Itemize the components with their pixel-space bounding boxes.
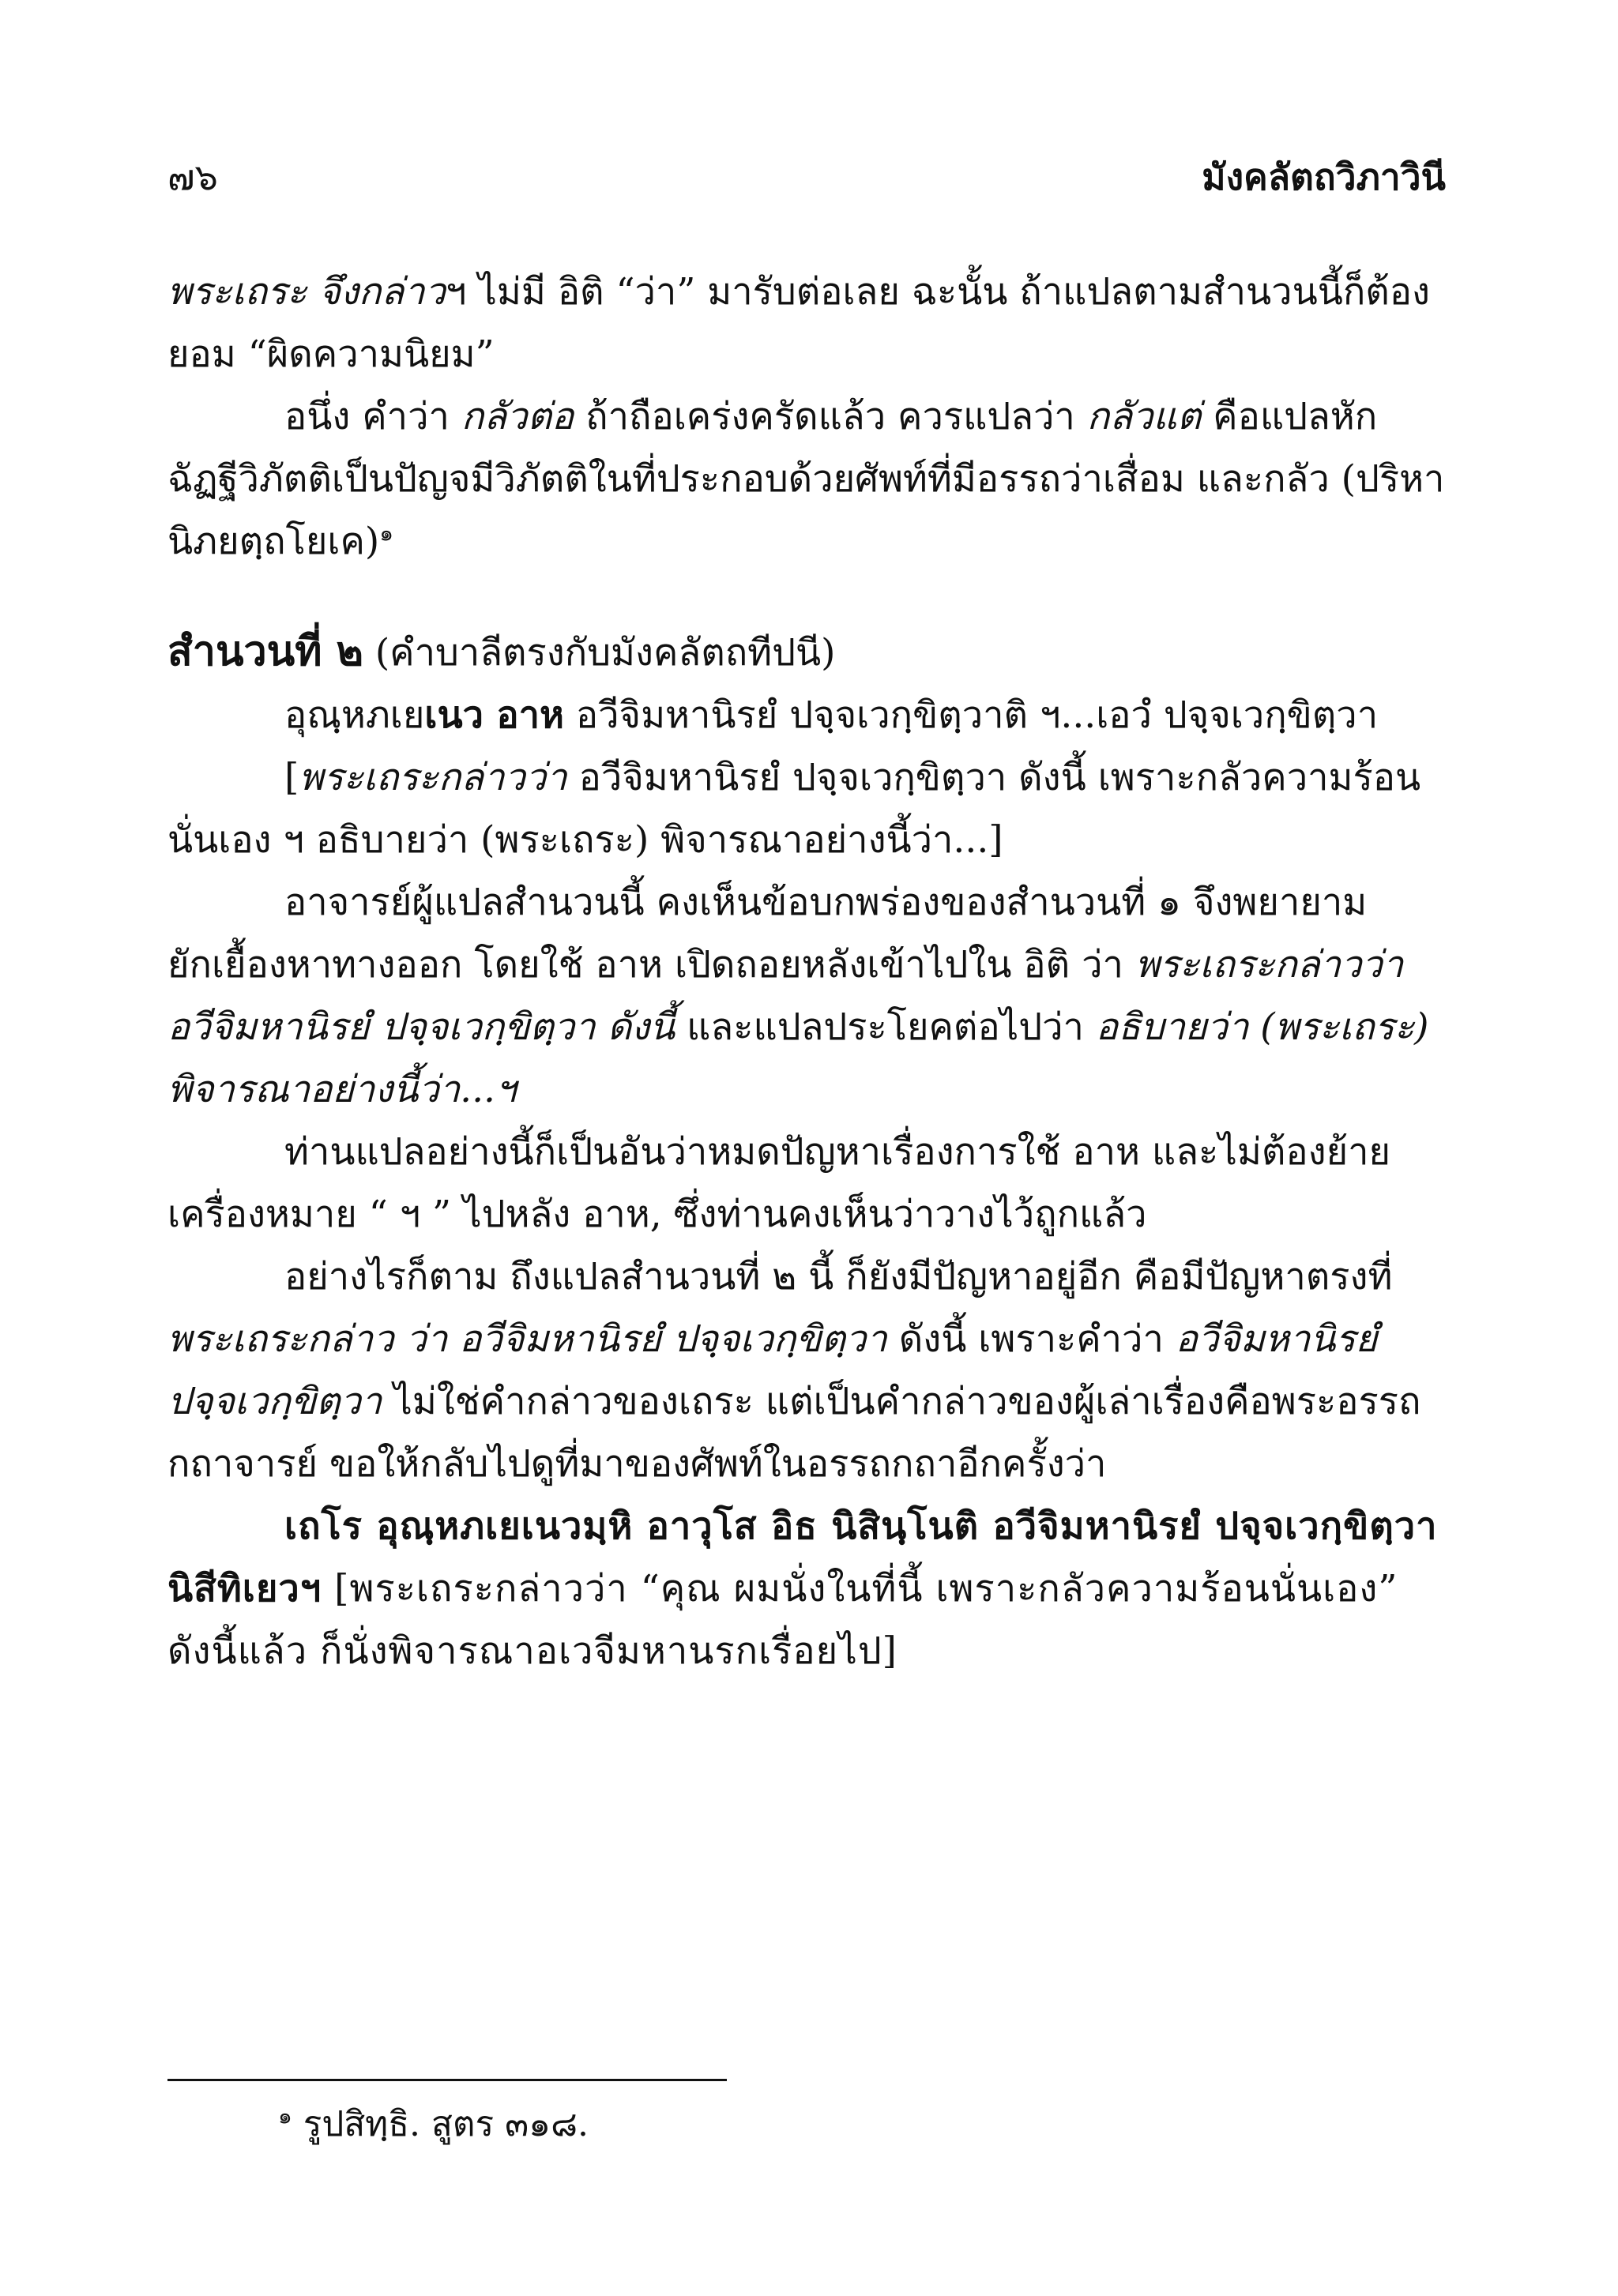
heading-bold: สำนวนที่ ๒	[167, 627, 363, 675]
quote-translation: [พระเถระกล่าวว่า “คุณ ผมนั่งในที่นี้ เพราะกลัวความร้อนนั่นเอง” ดังนี้แล้ว ก็นั่งพิจารณาอเวจีมหานรกเรื่อยไป]	[167, 1567, 1398, 1673]
italic-text: พระเถระกล่าวว่า อวีจิมหานิรยํ ปจฺจเวกฺขิตฺวา ดังนี้	[167, 943, 1404, 1049]
paragraph-6: ท่านแปลอย่างนี้ก็เป็นอันว่าหมดปัญหาเรื่องการใช้ อาห และไม่ต้องย้ายเครื่องหมาย “ ฯ ” ไปหลัง อาห, ซึ่งท่านคงเห็นว่าวางไว้ถูกแล้ว	[167, 1130, 1391, 1236]
paragraph-4	[167, 746, 1446, 871]
text: ฯ ไม่มี อิติ “ว่า” มารับต่อเลย ฉะนั้น ถ้าแปลตามสำนวนนี้ก็ต้องยอม “ผิดความนิยม”	[167, 270, 1430, 376]
italic-text: กลัวต่อ	[461, 395, 574, 438]
footnote-text: รูปสิทฺธิ. สูตร ๓๑๘.	[292, 2104, 589, 2144]
page-header	[167, 148, 1446, 204]
page-number: ๗๖	[167, 156, 218, 198]
text: คือแปลหักฉัฏฐีวิภัตติเป็นปัญจมีวิภัตติในที่ประกอบด้วยศัพท์ที่มีอรรถว่าเสื่อม และกลัว (ปริหานิภยตฺถโยเค)	[167, 395, 1445, 563]
text: [	[284, 756, 299, 799]
text: อย่างไรก็ตาม ถึงแปลสำนวนที่ ๒ นี้ ก็ยังมีปัญหาอยู่อีก คือมีปัญหาตรงที่	[284, 1255, 1393, 1298]
text: อาจารย์ผู้แปลสำนวนนี้ คงเห็นข้อบกพร่องของสำนวนที่ ๑ จึงพยายามยักเยื้องหาทางออก โดยใช้ อาห เปิดถอยหลังเข้าไปใน อิติ ว่า	[167, 881, 1368, 986]
paragraph-1	[167, 261, 1446, 385]
body-text	[167, 261, 1446, 1682]
italic-text: พระเถระกล่าวว่า	[299, 756, 567, 799]
italic-text: กลัวแต่	[1086, 395, 1202, 438]
italic-text: พระเถระกล่าว ว่า อวีจิมหานิรยํ ปจฺจเวกฺขิตฺวา	[167, 1317, 887, 1361]
italic-text: พระเถระ จึงกล่าว	[167, 270, 446, 314]
italic-text: อวีจิมหานิรยํ ปจฺจเวกฺขิตฺวา	[167, 1317, 1378, 1423]
footnote-divider	[167, 2079, 727, 2081]
text: และแปลประโยคต่อไปว่า	[675, 1005, 1096, 1049]
paragraph-3	[167, 684, 1446, 746]
pali-quote: เถโร อุณฺหภเยเนวมฺหิ อาวุโส อิธ นิสินฺโนติ อวีจิมหานิรยํ ปจฺจเวกฺขิตฺวา นิสีทิเยวฯ	[167, 1505, 1438, 1610]
footnote-marker: ๑	[278, 2102, 292, 2129]
paragraph-7	[167, 1246, 1446, 1495]
pali-quote-paragraph	[167, 1495, 1446, 1682]
footnote-ref[interactable]: ๑	[379, 520, 394, 547]
text: ดังนี้ เพราะคำว่า	[886, 1317, 1176, 1361]
section-heading	[167, 620, 1446, 684]
footnote	[278, 2101, 589, 2148]
text: ถ้าถือเคร่งครัดแล้ว ควรแปลว่า	[574, 395, 1087, 438]
text: ไม่ใช่คำกล่าวของเถระ แต่เป็นคำกล่าวของผู้เล่าเรื่องคือพระอรรถกถาจารย์ ขอให้กลับไปดูที่มาของศัพท์ในอรรถกถาอีกครั้งว่า	[167, 1380, 1421, 1486]
text: อวีจิมหานิรยํ ปจฺจเวกฺขิตฺวา ดังนี้ เพราะกลัวความร้อนนั่นเอง ฯ อธิบายว่า (พระเถระ) พิจารณาอย่างนี้ว่า...]	[167, 756, 1421, 862]
bold-text: เนว อาห	[424, 693, 564, 737]
text: อนึ่ง คำว่า	[284, 395, 461, 438]
italic-text: อธิบายว่า (พระเถระ) พิจารณาอย่างนี้ว่า...ฯ	[167, 1005, 1429, 1111]
heading-rest: (คำบาลีตรงกับมังคลัตถทีปนี)	[363, 631, 836, 675]
text: อุณฺหภเย	[284, 693, 425, 737]
text: อวีจิมหานิรยํ ปจฺจเวกฺขิตฺวาติ ฯ...เอวํ ปจฺจเวกฺขิตฺวา	[563, 693, 1379, 737]
running-title: มังคลัตถวิภาวินี	[1202, 156, 1446, 198]
paragraph-2	[167, 385, 1446, 573]
paragraph-5	[167, 871, 1446, 1121]
